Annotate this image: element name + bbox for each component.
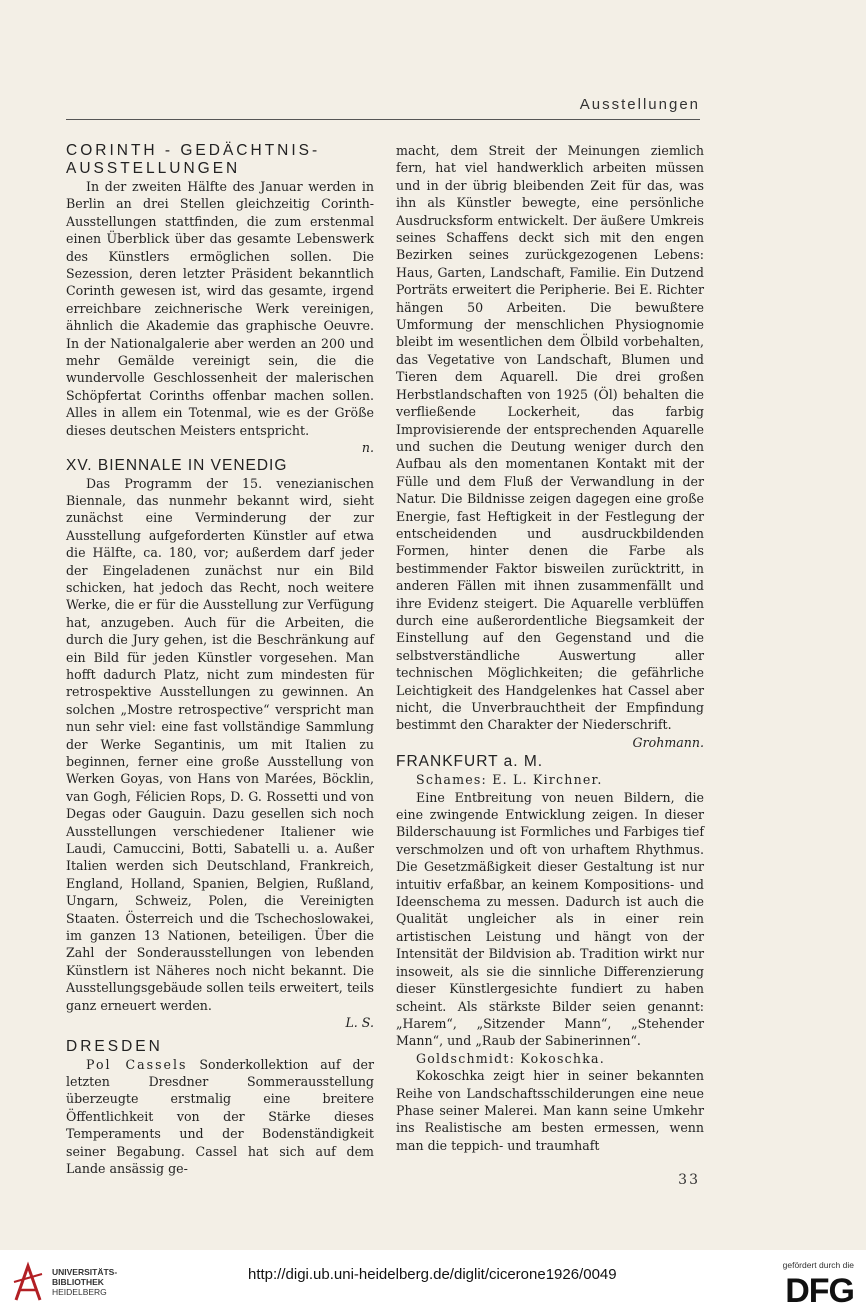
library-name — [52, 1267, 117, 1297]
schames-subheading: Schames: E. L. Kirchner. — [416, 772, 603, 788]
goldschmidt-subheading: Goldschmidt: Kokoschka. — [416, 1050, 605, 1066]
dresden-continuation: macht, dem Streit der Meinungen ziemlich fern, hat viel handwerklich arbeiten müssen und in der übrig bleibenden Zeit für das, was ihn als Künstler bewegte, eine persönliche Ausdrucksform entwickelt. Der äußere Umkreis seines Schaffens deckt sich mit den engen Bezirken seines zurückgezogenen Lebens: Haus, Garten, Landschaft, Familie. Ein Dutzend Porträts erweitert die Peripherie. Bei E. Richter hängen 50 Arbeiten. Die bewußtere Umformung der menschlichen Physiognomie bleibt im wesentlichen dem Ölbild vorbehalten, das Vegetative von Landschaft, Blumen und Tieren dem Aquarell. Die drei großen Herbstlandschaften von 1925 (Öl) behalten die verfließende Lockerheit, das farbig Improvisierende der entsprechenden Aquarelle und suchen die Deutung weniger durch den Aufbau als den momentanen Kontakt mit der Fülle und dem Fluß der Verwandlung in der Natur. Die Bildnisse zeigen dagegen eine große Energie, fast Heftigkeit in der Festlegung der entscheidenden und ausdruckbildenden Formen, hinter denen die Farbe als bestimmender Faktor bisweilen zurücktritt, in anderen Fällen mit ihnen zusammenfällt und ihre Evidenz steigert. Die Aquarelle verblüffen durch eine außerordentliche Biegsamkeit der Einstellung auf den Gegenstand und die selbstverständliche Auswertung aller technischen Möglichkeiten; die gefährliche Leichtigkeit des Handgelenkes hat Cassel aber nicht, die Unverbrauchtheit der Empfindung bestimmt den Charakter der Niederschrift. — [396, 143, 704, 733]
library-logo-icon — [10, 1260, 46, 1304]
dfg-logo: DFG — [785, 1272, 854, 1310]
corinth-paragraph: In der zweiten Hälfte des Januar werden in Berlin an drei Stellen gleichzeitig Corinth-Ausstellungen stattfinden, die zum erstenmal einen Überblick über das gesamte Lebenswerk des Künstlers ermöglichen sollen. Die Sezession, deren letzter Präsident bekanntlich Corinth gewesen ist, wird das gesamte, irgend erreichbare zeichnerische Werk vereinigen, ähnlich die Akademie das graphische Oeuvre. In der Nationalgalerie aber werden an 200 und mehr Gemälde vereinigt sein, die die wundervolle Geschlossenheit der malerischen Schöpfertat Corinths offenbar machen sollen. Alles in allem ein Totenmal, wie es der Größe dieses deutschen Meisters entspricht. — [66, 179, 374, 438]
digitization-footer — [0, 1250, 866, 1314]
library-name-line-1: UNIVERSITÄTS- — [52, 1267, 118, 1277]
corinth-heading-line-1: CORINTH - GEDÄCHTNIS- — [66, 142, 321, 159]
funding-note: gefördert durch die — [782, 1260, 854, 1270]
running-head: Ausstellungen — [579, 96, 700, 113]
frankfurt-heading: FRANKFURT a. M. — [396, 753, 544, 771]
page-number: 33 — [678, 1172, 700, 1188]
header-rule — [66, 119, 700, 120]
dresden-artist-name: Pol Cassels — [86, 1056, 188, 1072]
dresden-paragraph-text: Sonderkollektion auf der letzten Dresdner Sommerausstellung überzeugte erstmalig eine breitere Öffentlichkeit von der Stärke dieses Temperaments und der Bodenständigkeit seiner Begabung. Cassel hat sich auf dem Lande ansässig ge- — [66, 1056, 374, 1176]
corinth-signature: n. — [361, 440, 374, 456]
biennale-paragraph: Das Programm der 15. venezianischen Biennale, das nunmehr bekannt wird, sieht zunächst eine Verminderung der zur Ausstellung aufgeforderten Künstler auf etwa die Hälfte, ca. 180, vor; außerdem darf jeder der Eingeladenen zunächst nur ein Bild schicken, hat jedoch das Recht, noch weitere Werke, die er für die Ausstellung zur Verfügung hat, anzugeben. Auch für die Arbeiten, die durch die Jury gehen, ist die Beschränkung auf ein Bild für jeden Künstler vorgesehen. Man hofft dadurch Platz, nicht zum mindesten für retrospektive Ausstellungen zu gewinnen. An solchen „Mostre retrospective“ verspricht man nun sehr viel: eine fast vollständige Sammlung der Werke Segantinis, um mit Italien zu beginnen, ferner eine große Ausstellung von Werken Goyas, von Hans von Marées, Böcklin, van Gogh, Félicien Rops, D. G. Rossetti und von Degas oder Gauguin. Dazu gesellen sich noch Ausstellungen verschiedener Italiener wie Laudi, Camuccini, Botti, Sabatelli u. a. Außer Italien werden sich Deutschland, Frankreich, England, Holland, Spanien, Belgien, Rußland, Ungarn, Schweiz, Polen, die Vereinigten Staaten. Österreich und die Tschechoslowakei, im ganzen 13 Nationen, beteiligen. Über die Zahl der Sonderausstellungen von lebenden Künstlern ist Näheres noch nicht bekannt. Die Ausstellungsgebäude sollen teils erweitert, teils ganz erneuert werden. — [66, 475, 374, 1013]
library-name-line-3: HEIDELBERG — [52, 1287, 107, 1297]
corinth-heading-line-2: AUSSTELLUNGEN — [66, 160, 241, 177]
library-name-line-2: BIBLIOTHEK — [52, 1277, 104, 1287]
biennale-heading: XV. BIENNALE IN VENEDIG — [66, 456, 288, 474]
dresden-signature: Grohmann. — [632, 734, 704, 750]
dresden-paragraph — [66, 1056, 374, 1178]
permalink-url[interactable]: http://digi.ub.uni-heidelberg.de/diglit/cicerone1926/0049 — [248, 1266, 617, 1283]
goldschmidt-paragraph: Kokoschka zeigt hier in seiner bekannten Reihe von Landschaftsschilderungen eine neue Phase seiner Malerei. Man kann seine Umkehr ins Realistische am besten ermessen, wenn man die teppich- und traumhaft — [396, 1068, 704, 1153]
dresden-heading: DRESDEN — [66, 1037, 163, 1055]
right-column — [396, 142, 704, 1154]
left-column — [66, 142, 374, 1177]
schames-paragraph: Eine Entbreitung von neuen Bildern, die eine zwingende Entwicklung zeigen. In dieser Bilderschauung ist Formliches und Farbiges tief verschmolzen und oft von urhaftem Rhythmus. Die Gesetzmäßigkeit dieser Gestaltung ist nur intuitiv erfaßbar, an keinem Kompositions- und Ideenschema zu messen. Dadurch ist auch die Qualität ungleicher als in einer rein artistischen Leistung und hängt von der Intensität der Bildvision ab. Tradition wirkt nur insoweit, als sie die sinnliche Differenzierung dieser Künstlergesichte fundiert zu haben scheint. Als stärkste Bilder seien genannt: „Harem“, „Sitzender Mann“, „Stehender Mann“, und „Raub der Sabinerinnen“. — [396, 789, 704, 1049]
biennale-signature: L. S. — [345, 1015, 374, 1031]
